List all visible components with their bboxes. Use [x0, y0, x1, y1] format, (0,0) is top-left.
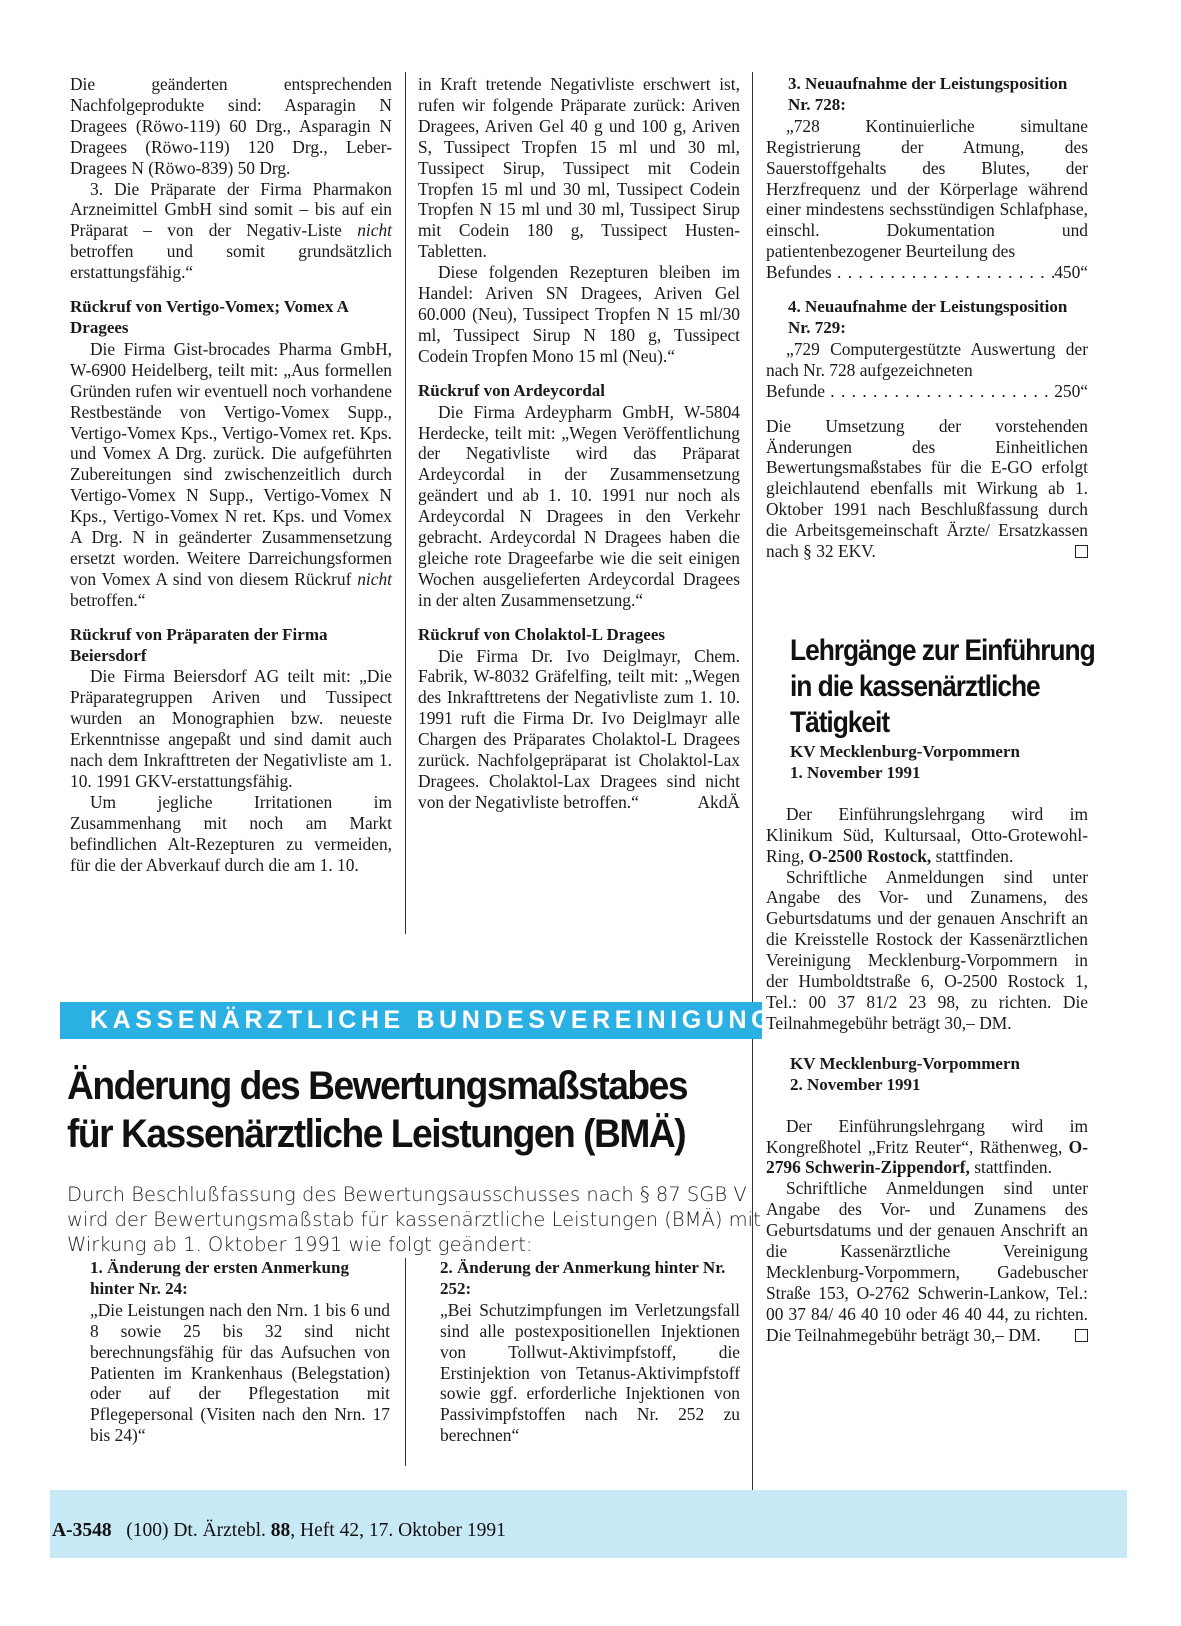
paragraph: Schriftliche Anmeldungen sind unter Angabe des Vor- und Zunamens des Geburtsdatums und der genauen Anschrift an die Kassenärztliche Vereinigung Mecklenburg-Vorpommern, Gadebuscher Straße 153, O-2762 Schwerin-Lankow, Tel.: 00 37 84/ 46 40 10 oder 46 40 44, zu richten. Die Teilnahmegebühr beträgt 30,– DM.	[766, 1178, 1088, 1345]
page-number: A-3548	[52, 1520, 112, 1541]
column-1	[70, 74, 392, 876]
paragraph: Der Einführungslehrgang wird im Klinikum Süd, Kultursaal, Otto-Grotewohl-Ring, O-2500 Rostock, stattfinden.	[766, 803, 1088, 866]
fee-line: Befunde . . . 250“	[766, 381, 1088, 402]
paragraph: „728 Kontinuierliche simultane Registrierung der Atmung, des Sauerstoffgehalts des Blutes, der Herzfrequenz und der Körperlage während einer mindestens sechsstündigen Schlafphase, einschl. Dokumentation und patientenbezogener Beurteilung des	[766, 115, 1088, 262]
course-heading: KV Mecklenburg-Vorpommern	[790, 1053, 1020, 1073]
paragraph: in Kraft tretende Negativliste erschwert ist, rufen wir folgende Präparate zurück: Ariven Dragees, Ariven Gel 40 g und 100 g, Ariven S, Tussipect Tropfen 15 ml und 30 ml, Tussipect Sirup, Tussipect mit Codein Tropfen 15 ml und 30 ml, Tussipect Codein Tropfen N 15 ml und 30 ml, Tussipect Sirup mit Codein 180 g, Tussipect Husten-Tabletten.	[418, 74, 740, 262]
paragraph: „729 Computergestützte Auswertung der nach Nr. 728 aufgezeichneten	[766, 338, 1088, 380]
paragraph: Die geänderten entsprechenden Nachfolgeprodukte sind: Asparagin N Dragees (Röwo-119) 60 Drg., Asparagin N Dragees (Röwo-119) 120 Drg., Leber-Dragees N (Röwo-839) 50 Drg.	[70, 74, 392, 178]
section-heading: Rückruf von Präparaten der Firma Beiersdorf	[70, 624, 328, 665]
amendment-heading: 1. Änderung der ersten Anmerkung hinter Nr. 24:	[90, 1258, 349, 1298]
paragraph: Der Einführungslehrgang wird im Kongreßhotel „Fritz Reuter“, Räthenweg, O-2796 Schwerin-Zippendorf, stattfinden.	[766, 1115, 1088, 1178]
volume-number: 88	[270, 1520, 291, 1541]
column-divider	[405, 1258, 406, 1466]
course-date: 2. November 1991	[790, 1074, 921, 1094]
column-3	[766, 74, 1088, 562]
article-headline: Änderung des Bewertungsmaßstabes für Kassenärztliche Leistungen (BMÄ)	[67, 1064, 688, 1156]
article-intro: Durch Beschlußfassung des Bewertungsausschusses nach § 87 SGB V wird der Bewertungsmaßstab für kassenärztliche Leistungen (BMÄ) mit Wirkung ab 1. Oktober 1991 wie folgt geändert:	[67, 1183, 761, 1256]
end-mark-icon	[1075, 545, 1088, 558]
fee-line: Befundes . . . 450“	[766, 262, 1088, 283]
paragraph: Die Firma Gist-brocades Pharma GmbH, W-6900 Heidelberg, teilt mit: „Aus formellen Gründen rufen wir eventuell noch vorhandene Restbestände von Vertigo-Vomex Supp., Vertigo-Vomex Kps., Vertigo-Vomex ret. Kps. und Vomex A Drg. zurück. Die aufgeführten Zubereitungen sind zwischenzeitlich durch Vertigo-Vomex N Supp., Vertigo-Vomex N Kps., Vertigo-Vomex N ret. Kps. und Vomex A Drg. N in geänderter Zusammensetzung ersetzt worden. Weitere Darreichungsformen von Vomex A sind von diesem Rückruf nicht betroffen.“	[70, 338, 392, 610]
course-date: 1. November 1991	[790, 762, 921, 782]
amendment-heading: 2. Änderung der Anmerkung hinter Nr. 252:	[440, 1258, 726, 1298]
course-announcements	[766, 742, 1088, 1346]
paragraph: Die Firma Ardeypharm GmbH, W-5804 Herdecke, teilt mit: „Wegen Veröffentlichung der Negativliste wird das Präparat Ardeycordal in der Zusammensetzung geändert und ab 1. 10. 1991 nur noch als Ardeycordal N Dragees in den Verkehr gebracht. Ardeycordal N Dragees haben die gleiche rote Drageefarbe wie die seit einigen Wochen ausgelieferten Ardeycordal Dragees in der alten Zusammensetzung.“	[418, 401, 740, 610]
paragraph: Schriftliche Anmeldungen sind unter Angabe des Vor- und Zunamens, des Geburtsdatums und der genauen Anschrift an die Kreisstelle Rostock der Kassenärztlichen Vereinigung Mecklenburg-Vorpommern in der Humboldtstraße 6, O-2500 Rostock 1, Tel.: 00 37 81/2 23 98, zu richten. Die Teilnahmegebühr beträgt 30,– DM.	[766, 866, 1088, 1033]
page-footer: A-3548 (100) Dt. Ärztebl. 88, Heft 42, 17. Oktober 1991	[52, 1520, 506, 1541]
section-heading: Rückruf von Vertigo-Vomex; Vomex A Dragees	[70, 297, 348, 337]
section-heading: Rückruf von Ardeycordal	[418, 380, 605, 400]
paragraph: Diese folgenden Rezepturen bleiben im Handel: Ariven SN Dragees, Ariven Gel 60.000 (Neu), Tussipect Tropfen N 15 ml/30 ml, Tussipect Sirup N 180 g, Tussipect Codein Tropfen Mono 15 ml (Neu).“	[418, 262, 740, 366]
end-mark-icon	[1075, 1329, 1088, 1342]
section-heading: 3. Neuaufnahme der Leistungsposition Nr. 728:	[788, 74, 1068, 114]
paragraph: „Die Leistungen nach den Nrn. 1 bis 6 und 8 sowie 25 bis 32 sind nicht berechnungsfähig für das Aufsuchen von Patienten im Krankenhaus (Belegstation) oder auf der Pflegestation mit Pflegepersonal (Visiten nach den Nrn. 17 bis 24)“	[90, 1299, 390, 1446]
paragraph: Um jegliche Irritationen im Zusammenhang mit noch am Markt befindlichen Alt-Rezepturen zu vermeiden, für die der Abverkauf durch die am 1. 10.	[70, 791, 392, 875]
section-heading: Rückruf von Cholaktol-L Dragees	[418, 624, 665, 644]
amendment-1	[90, 1258, 390, 1446]
paragraph: Die Firma Beiersdorf AG teilt mit: „Die Präparategruppen Ariven und Tussipect wurden an Monographien bzw. neueste Erkenntnisse angepaßt und sind damit auch nach dem Inkrafttreten der Negativliste am 1. 10. 1991 GKV-erstattungsfähig.	[70, 666, 392, 791]
paragraph: „Bei Schutzimpfungen im Verletzungsfall sind alle postexpositionellen Injektionen von Tollwut-Aktivimpfstoff, die Erstinjektion von Tetanus-Aktivimpfstoff sowie ggf. erforderliche Injektionen von Passivimpfstoffen nach Nr. 252 zu berechnen“	[440, 1299, 740, 1446]
paragraph: Die Firma Dr. Ivo Deiglmayr, Chem. Fabrik, W-8032 Gräfelfing, teilt mit: „Wegen des Inkrafttretens der Negativliste zum 1. 10. 1991 ruft die Firma Dr. Ivo Deiglmayr alle Chargen des Präparates Cholaktol-L Dragees zurück. Nachfolgepräparat ist Cholaktol-Lax Dragees. Cholaktol-Lax Dragees sind nicht von der Negativliste betroffen.“	[418, 645, 740, 812]
paragraph: 3. Die Präparate der Firma Pharmakon Arzneimittel GmbH sind somit – bis auf ein Präparat – von der Negativ-Liste nicht betroffen und somit grundsätzlich erstattungsfähig.“	[70, 178, 392, 283]
column-divider	[752, 72, 753, 1502]
column-divider	[405, 72, 406, 934]
signature: AkdÄ	[697, 791, 740, 812]
section-title: Lehrgänge zur Einführung in die kassenärztliche Tätigkeit	[790, 634, 1095, 739]
section-banner: KASSENÄRZTLICHE BUNDESVEREINIGUNG	[60, 1002, 762, 1039]
section-heading: 4. Neuaufnahme der Leistungsposition Nr. 729:	[788, 297, 1068, 337]
course-heading: KV Mecklenburg-Vorpommern	[790, 742, 1020, 761]
paragraph: Die Umsetzung der vorstehenden Änderungen des Einheitlichen Bewertungsmaßstabes für die E-GO erfolgt gleichlautend ebenfalls mit Wirkung ab 1. Oktober 1991 nach Beschlußfassung durch die Arbeitsgemeinschaft Ärzte/ Ersatzkassen nach § 32 EKV.	[766, 415, 1088, 562]
amendment-2	[440, 1258, 740, 1446]
column-2	[418, 74, 740, 813]
